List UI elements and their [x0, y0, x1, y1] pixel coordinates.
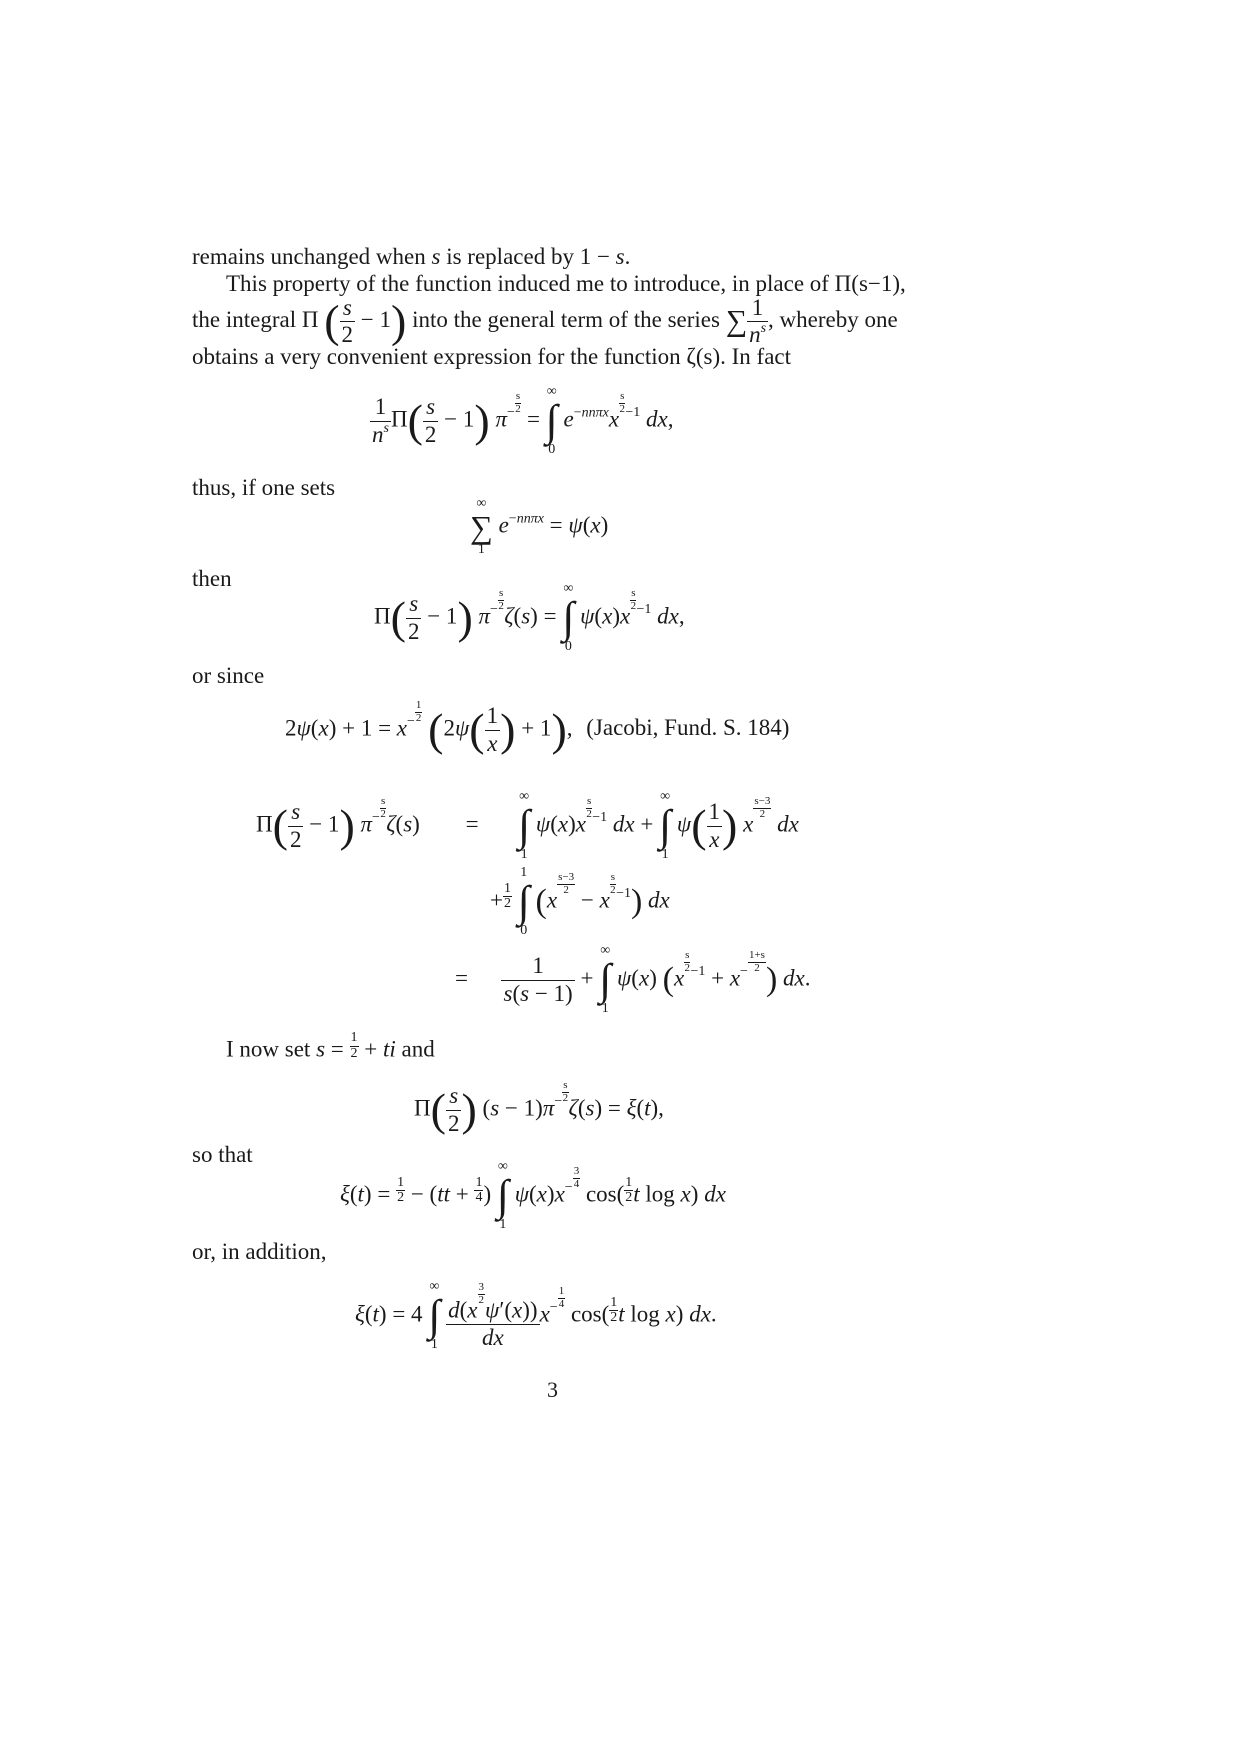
equation-5-line-3: = $\frac{1}{s(s - 1)}$ + ∞ ∫ 1 ψ(x) (x $^{\frac{s}{2} -1} + x^{- \frac{1+s}{2}}$ ) dx.	[455, 943, 811, 1016]
text-line-3c: , whereby one	[768, 306, 898, 332]
text-thus: thus, if one sets	[192, 475, 336, 500]
equation-5-line-1: Π( $\frac{s}{2}$ − 1) $\pi^{- \frac{s}{2}}$ ζ(s) = ∞ ∫ 1 ψ(x)x $^{\frac{s}{2} -1}$ dx + ∞ ∫ 1 ψ( $\frac{1}{x}$ ) x $^{\frac{s-3}{2}}$ dx	[256, 789, 799, 862]
text-or-since: or since	[192, 663, 265, 688]
text-line-4: obtains a very convenient expression for the function ζ(s). In fact	[192, 344, 792, 369]
jacobi-reference: (Jacobi, Fund. S. 184)	[586, 715, 790, 741]
equation-7: ξ(t) = $\frac{1}{2}$ − (tt + $\frac{1}{4}$ ) ∞ ∫ 1 $\psi(x)x^{- \frac{3}{4}}$ cos( $\frac{1}{2}$ t log x) dx	[340, 1159, 726, 1232]
text-line-3a: the integral Π	[192, 306, 319, 332]
text-so-that: so that	[192, 1142, 253, 1167]
text-line-2: This property of the function induced me to introduce, in place of Π(s−1),	[226, 271, 906, 296]
page-number: 3	[547, 1377, 558, 1402]
text-line-3: the integral Π ( $\frac{s}{2}$ − 1) into the general term of the series ∑ $\frac{1}{n^s}$ , whereby one	[192, 295, 898, 348]
text-now-set: I now set s = $\frac{1}{2}$ + ti and	[226, 1030, 435, 1062]
equation-6: Π( $\frac{s}{2}$ ) $(s - 1)\pi^{- \frac{s}{2}}$ ζ(s) = ξ(t),	[414, 1079, 664, 1136]
equation-4: $2\psi(x) + 1 = x^{- \frac{1}{2}}$ (2ψ( $\frac{1}{x}$ ) + 1), (Jacobi, Fund. S. 184)	[285, 699, 790, 756]
text-line-3b: into the general term of the series	[412, 306, 720, 332]
equation-8: ξ(t) = 4 ∞ ∫ 1 d(x $^{\frac{3}{2}}$ ψ′(x)) dx $x^{- \frac{1}{4}}$ cos( $\frac{1}{2}$ t log x) dx.	[355, 1279, 717, 1352]
equation-2: ∞ ∑ 1 $e^{-nn\pi x} = \psi(x)$	[470, 496, 609, 557]
text-in-addition: or, in addition,	[192, 1239, 327, 1264]
text-then: then	[192, 566, 232, 591]
text-line-1: remains unchanged when s is replaced by 1 − s.	[192, 244, 631, 269]
equation-1: $\frac{1}{n^s}$ Π( $\frac{s}{2}$ − 1) $\pi^{- \frac{s}{2}}$ = ∞ ∫ 0 $e^{-nn\pi x}x$ $^{\frac{s}{2} -1}$ dx,	[372, 384, 674, 457]
equation-3: Π( $\frac{s}{2}$ − 1) $\pi^{- \frac{s}{2}}$ ζ(s) = ∞ ∫ 0 ψ(x)x $^{\frac{s}{2} -1}$ dx,	[374, 581, 685, 654]
equation-5-line-2: + $\frac{1}{2}$ 1 ∫ 0 (x $^{\frac{s-3}{2}}$ − x $^{\frac{s}{2} -1}$) dx	[490, 865, 670, 938]
